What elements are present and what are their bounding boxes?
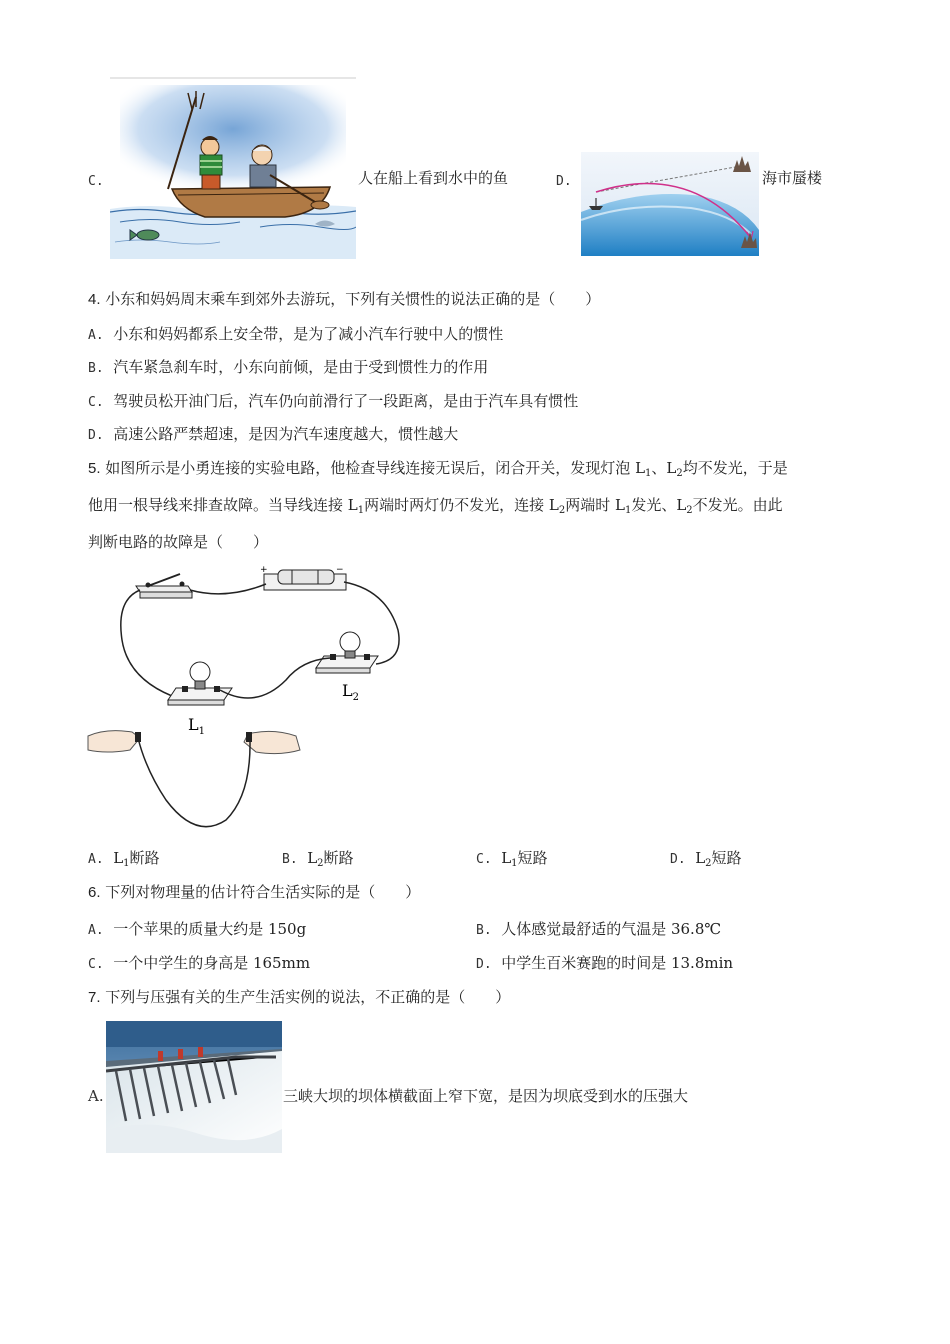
q4-option-c[interactable]: C. 驾驶员松开油门后，汽车仍向前滑行了一段距离，是由于汽车具有惯性 bbox=[88, 392, 579, 410]
question-7-number: 7. bbox=[88, 989, 101, 1006]
question-6-stem: 6. 下列对物理量的估计符合生活实际的是（ ） bbox=[88, 883, 421, 901]
question-5-number: 5. bbox=[88, 460, 101, 477]
dam-svg bbox=[106, 1021, 282, 1153]
label-l1: $L_1$ bbox=[188, 715, 205, 737]
circuit-diagram bbox=[86, 560, 408, 835]
q4-option-b[interactable]: B. 汽车紧急刹车时，小东向前倾，是由于受到惯性力的作用 bbox=[88, 358, 489, 376]
question-7-stem: 7. 下列与压强有关的生产生活实例的说法，不正确的是（ ） bbox=[88, 988, 511, 1006]
svg-text:−: − bbox=[336, 565, 344, 575]
q4-option-d[interactable]: D. 高速公路严禁超速，是因为汽车速度越大，惯性越大 bbox=[88, 425, 459, 443]
q7-option-a-text: 三峡大坝的坝体横截面上窄下宽，是因为坝底受到水的压强大 bbox=[283, 1087, 689, 1105]
label-l2: $L_2$ bbox=[342, 681, 359, 703]
boat-scene-svg bbox=[110, 77, 356, 259]
mirage-svg bbox=[581, 152, 759, 256]
q6-option-a[interactable]: A. 一个苹果的质量大约是 150g bbox=[88, 920, 307, 938]
option-c-letter: C. bbox=[88, 174, 104, 189]
q6-option-c[interactable]: C. 一个中学生的身高是 165mm bbox=[88, 954, 311, 972]
option-c-text: 人在船上看到水中的鱼 bbox=[358, 169, 509, 187]
question-4-number: 4. bbox=[88, 291, 101, 308]
three-gorges-dam-photo bbox=[106, 1021, 282, 1153]
q5-option-d[interactable]: D. $L_2$短路 bbox=[670, 849, 742, 869]
mirage-illustration bbox=[581, 152, 759, 256]
boat-fishing-illustration bbox=[110, 77, 356, 259]
q6-option-b[interactable]: B. 人体感觉最舒适的气温是 36.8℃ bbox=[476, 920, 722, 938]
q5-option-c[interactable]: C. $L_1$短路 bbox=[476, 849, 548, 869]
question-6-number: 6. bbox=[88, 884, 101, 901]
option-d-letter: D. bbox=[556, 174, 572, 189]
option-d-text: 海市蜃楼 bbox=[762, 169, 823, 187]
question-5-line-2: 他用一根导线来排查故障。当导线连接 $L_1$两端时两灯仍不发光，连接 $L_2$两端时 $L_1$发光、$L_2$不发光。由此 bbox=[88, 496, 783, 516]
q6-option-d[interactable]: D. 中学生百米赛跑的时间是 13.8min bbox=[476, 954, 734, 972]
question-4-stem: 4. 小东和妈妈周末乘车到郊外去游玩，下列有关惯性的说法正确的是（ ） bbox=[88, 290, 601, 308]
q7-option-a-letter[interactable]: A. bbox=[88, 1087, 104, 1105]
question-5-line-3: 判断电路的故障是（ ） bbox=[88, 533, 269, 551]
question-5-line-1: 5. 如图所示是小勇连接的实验电路，他检查导线连接无误后，闭合开关，发现灯泡 $L_1$、$L_2$均不发光，于是 bbox=[88, 459, 788, 479]
q5-option-a[interactable]: A. $L_1$断路 bbox=[88, 849, 160, 869]
q4-option-a[interactable]: A. 小东和妈妈都系上安全带，是为了减小汽车行驶中人的惯性 bbox=[88, 325, 504, 343]
svg-text:+: + bbox=[260, 565, 268, 575]
circuit-svg bbox=[86, 560, 408, 835]
q5-option-b[interactable]: B. $L_2$断路 bbox=[282, 849, 354, 869]
